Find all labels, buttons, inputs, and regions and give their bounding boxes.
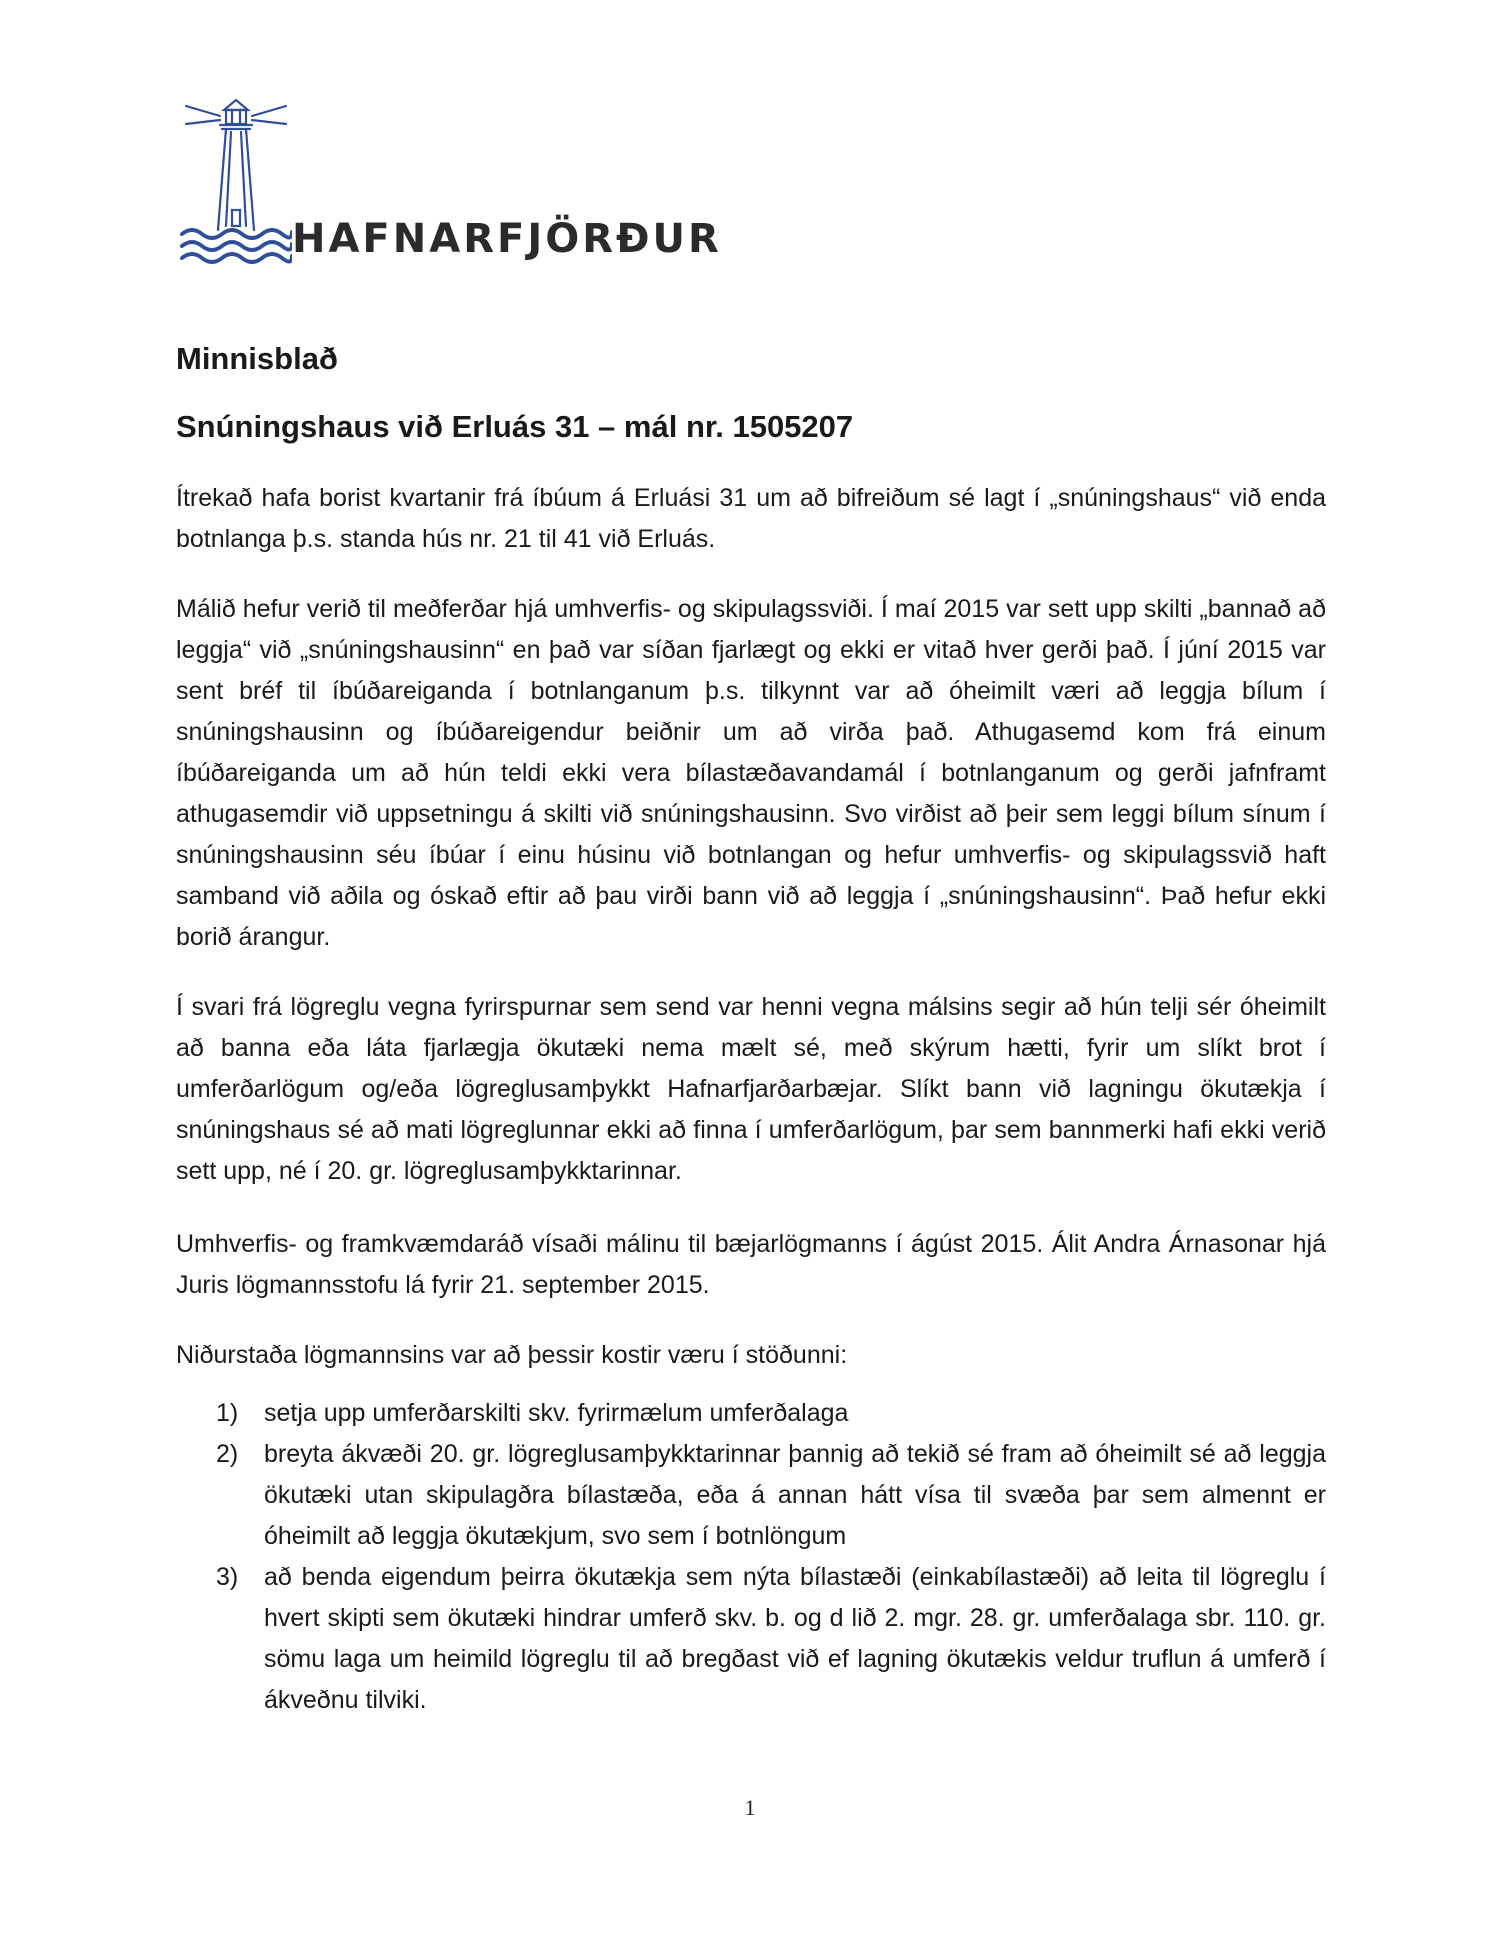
lighthouse-icon	[180, 98, 292, 268]
document-type-heading: Minnisblað	[176, 341, 338, 376]
list-item-text: setja upp umferðarskilti skv. fyrirmælum umferðalaga	[264, 1399, 849, 1427]
paragraph-2: Málið hefur verið til meðferðar hjá umhverfis- og skipulagssviði. Í maí 2015 var sett upp skilti „bannað að leggja“ við „snúningshausinn“ en það var síðan fjarlægt og ekki er vitað hver gerði það. Í júní 2015 var sent bréf til íbúðareiganda í botnlanganum þ.s. tilkynnt var að óheimilt væri að leggja bílum í snúningshausinn og íbúðareigendur beiðnir um að virða það. Athugasemd kom frá einum íbúðareiganda um að hún teldi ekki vera bílastæðavandamál í botnlanganum og gerði jafnframt athugasemdir við uppsetningu á skilti við snúningshausinn. Svo virðist að þeir sem leggi bílum sínum í snúningshausinn séu íbúar í einu húsinu við botnlangan og hefur umhverfis- og skipulagssvið haft samband við aðila og óskað eftir að þau virði bann við að leggja í „snúningshausinn“. Það hefur ekki borið árangur.	[176, 595, 1326, 951]
paragraph-3: Í svari frá lögreglu vegna fyrirspurnar sem send var henni vegna málsins segir að hún telji sér óheimilt að banna eða láta fjarlægja ökutæki nema mælt sé, með skýrum hætti, fyrir um slíkt brot í umferðarlögum og/eða lögreglusamþykkt Hafnarfjarðarbæjar. Slíkt bann við lagningu ökutækja í snúningshaus sé að mati lögreglunnar ekki að finna í umferðarlögum, þar sem bannmerki hafi ekki verið sett upp, né í 20. gr. lögreglusamþykktarinnar.	[176, 993, 1326, 1185]
document-body	[176, 335, 1326, 1714]
paragraph-4: Umhverfis- og framkvæmdaráð vísaði málinu til bæjarlögmanns í ágúst 2015. Álit Andra Árnasonar hjá Juris lögmannsstofu lá fyrir 21. september 2015.	[176, 1230, 1326, 1299]
list-item-number: 2)	[216, 1440, 239, 1468]
list-item	[216, 1557, 1326, 1721]
list-item-text: breyta ákvæði 20. gr. lögreglusamþykktarinnar þannig að tekið sé fram að óheimilt sé að leggja ökutæki utan skipulagðra bílastæða, eða á annan hátt vísa til svæða þar sem almennt er óheimilt að leggja ökutækjum, svo sem í botnlöngum	[264, 1440, 1326, 1550]
list-item	[216, 1393, 1326, 1434]
paragraph-1: Ítrekað hafa borist kvartanir frá íbúum á Erluási 31 um að bifreiðum sé lagt í „snúningshaus“ við enda botnlanga þ.s. standa hús nr. 21 til 41 við Erluás.	[176, 484, 1326, 553]
list-item-number: 3)	[216, 1563, 239, 1591]
options-list	[216, 1393, 1326, 1721]
page-number: 1	[744, 1795, 756, 1820]
document-title: Snúningshaus við Erluás 31 – mál nr. 1505207	[176, 409, 854, 444]
list-item-number: 1)	[216, 1399, 239, 1427]
list-item-text: að benda eigendum þeirra ökutækja sem nýta bílastæði (einkabílastæði) að leita til lögreglu í hvert skipti sem ökutæki hindrar umferð skv. b. og d lið 2. mgr. 28. gr. umferðalaga sbr. 110. gr. sömu laga um heimild lögreglu til að bregðast við ef lagning ökutækis veldur truflun á umferð í ákveðnu tilviki.	[264, 1563, 1326, 1714]
list-item	[216, 1434, 1326, 1557]
paragraph-5: Niðurstaða lögmannsins var að þessir kostir væru í stöðunni:	[176, 1341, 848, 1369]
logo-wordmark: HAFNARFJÖRÐUR	[292, 216, 722, 262]
hafnarfjordur-logo	[180, 98, 722, 268]
